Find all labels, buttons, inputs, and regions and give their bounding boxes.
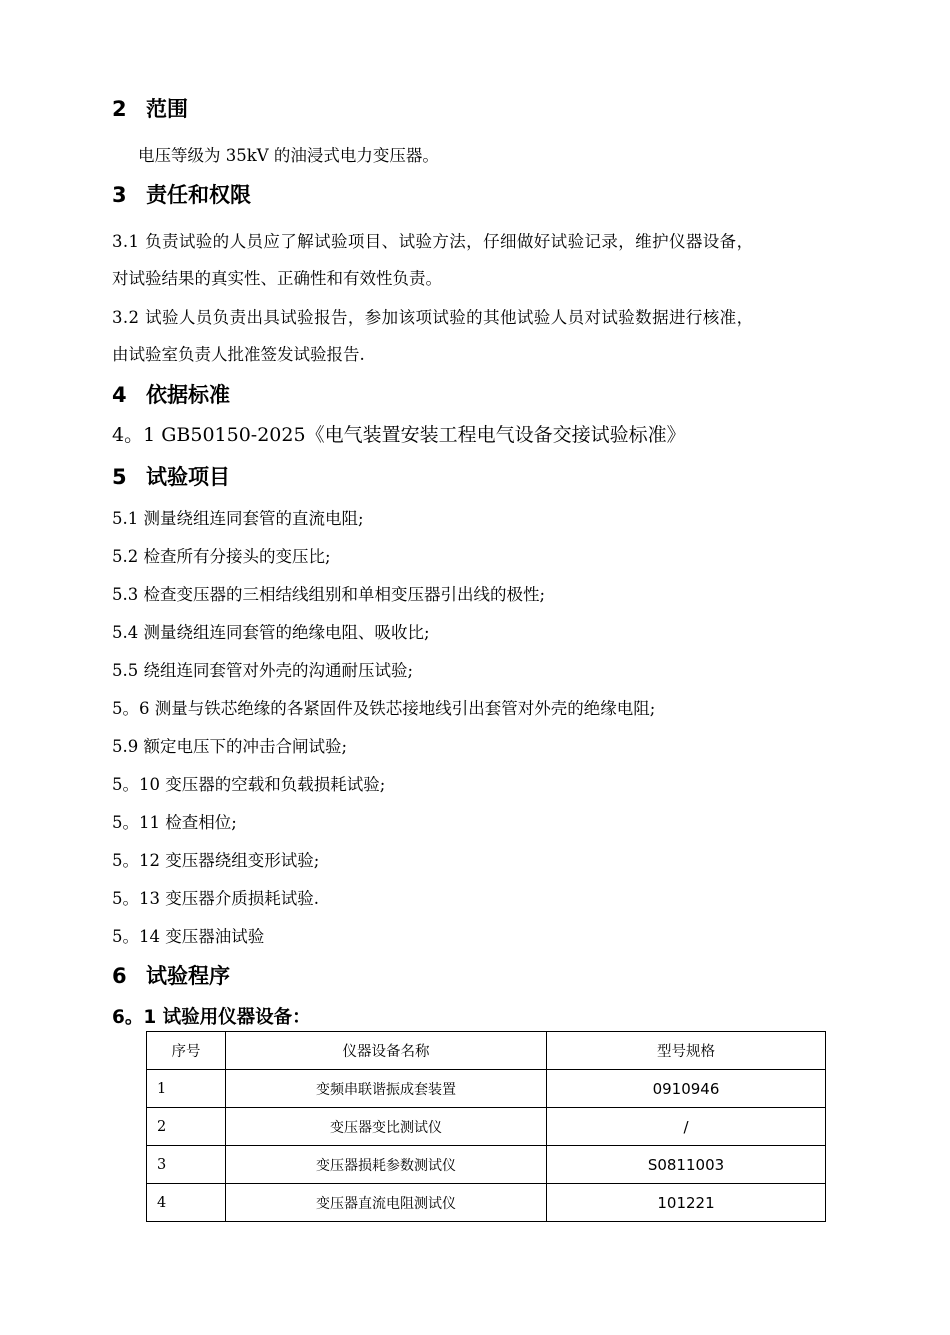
section-title: 试验程序 [146, 964, 230, 988]
cell-model-spec: / [547, 1108, 826, 1146]
cell-equipment-name: 变频串联谐振成套装置 [226, 1070, 547, 1108]
section-5-heading [112, 461, 230, 491]
cell-model-spec: 0910946 [547, 1070, 826, 1108]
cell-index: 1 [147, 1070, 226, 1108]
section-number: 4 [112, 383, 127, 407]
paragraph-3-1-line-1: 3.1 负责试验的人员应了解试验项目、试验方法，仔细做好试验记录，维护仪器设备， [112, 232, 754, 251]
section-title: 依据标准 [146, 383, 230, 407]
test-item: 5。6 测量与铁芯绝缘的各紧固件及铁芯接地线引出套管对外壳的绝缘电阻; [112, 699, 656, 718]
cell-model-spec: S0811003 [547, 1146, 826, 1184]
section-title: 责任和权限 [146, 183, 251, 207]
section-4-heading [112, 379, 230, 409]
test-item: 5。10 变压器的空载和负载损耗试验; [112, 775, 386, 794]
test-item: 5。11 检查相位; [112, 813, 237, 832]
subsection-6-1-title: 6。1 试验用仪器设备： [112, 1007, 311, 1028]
table-row [147, 1070, 826, 1108]
paragraph-3-1-line-2: 对试验结果的真实性、正确性和有效性负责。 [112, 269, 442, 288]
section-title: 试验项目 [146, 465, 230, 489]
cell-equipment-name: 变压器直流电阻测试仪 [226, 1184, 547, 1222]
section-number: 6 [112, 964, 127, 988]
test-item: 5.5 绕组连同套管对外壳的沟通耐压试验; [112, 661, 414, 680]
test-item: 5。13 变压器介质损耗试验. [112, 889, 319, 908]
table-row [147, 1108, 826, 1146]
test-item: 5.3 检查变压器的三相结线组别和单相变压器引出线的极性; [112, 585, 546, 604]
test-item: 5.2 检查所有分接头的变压比; [112, 547, 331, 566]
paragraph-3-2-line-1: 3.2 试验人员负责出具试验报告，参加该项试验的其他试验人员对试验数据进行核准， [112, 308, 754, 327]
section-2-heading [112, 93, 188, 123]
test-item: 5.9 额定电压下的冲击合闸试验; [112, 737, 348, 756]
table-header-row [147, 1032, 826, 1070]
table-row [147, 1146, 826, 1184]
standard-reference: 4。1 GB50150-2025《电气装置安装工程电气设备交接试验标准》 [112, 424, 686, 446]
scope-text: 电压等级为 35kV 的油浸式电力变压器。 [138, 146, 439, 165]
header-equipment-name: 仪器设备名称 [226, 1032, 547, 1070]
paragraph-3-2-line-2: 由试验室负责人批准签发试验报告. [112, 345, 365, 364]
section-number: 2 [112, 97, 127, 121]
section-number: 3 [112, 183, 127, 207]
cell-index: 4 [147, 1184, 226, 1222]
section-number: 5 [112, 465, 127, 489]
cell-equipment-name: 变压器损耗参数测试仪 [226, 1146, 547, 1184]
test-item: 5。14 变压器油试验 [112, 927, 265, 946]
section-3-heading [112, 179, 251, 209]
equipment-table [146, 1031, 826, 1222]
table-row [147, 1184, 826, 1222]
test-item: 5.1 测量绕组连同套管的直流电阻; [112, 509, 364, 528]
test-item: 5.4 测量绕组连同套管的绝缘电阻、吸收比; [112, 623, 430, 642]
header-index: 序号 [147, 1032, 226, 1070]
header-model-spec: 型号规格 [547, 1032, 826, 1070]
cell-equipment-name: 变压器变比测试仪 [226, 1108, 547, 1146]
section-title: 范围 [146, 97, 188, 121]
test-item: 5。12 变压器绕组变形试验; [112, 851, 320, 870]
cell-index: 3 [147, 1146, 226, 1184]
cell-model-spec: 101221 [547, 1184, 826, 1222]
section-6-heading [112, 960, 230, 990]
cell-index: 2 [147, 1108, 226, 1146]
